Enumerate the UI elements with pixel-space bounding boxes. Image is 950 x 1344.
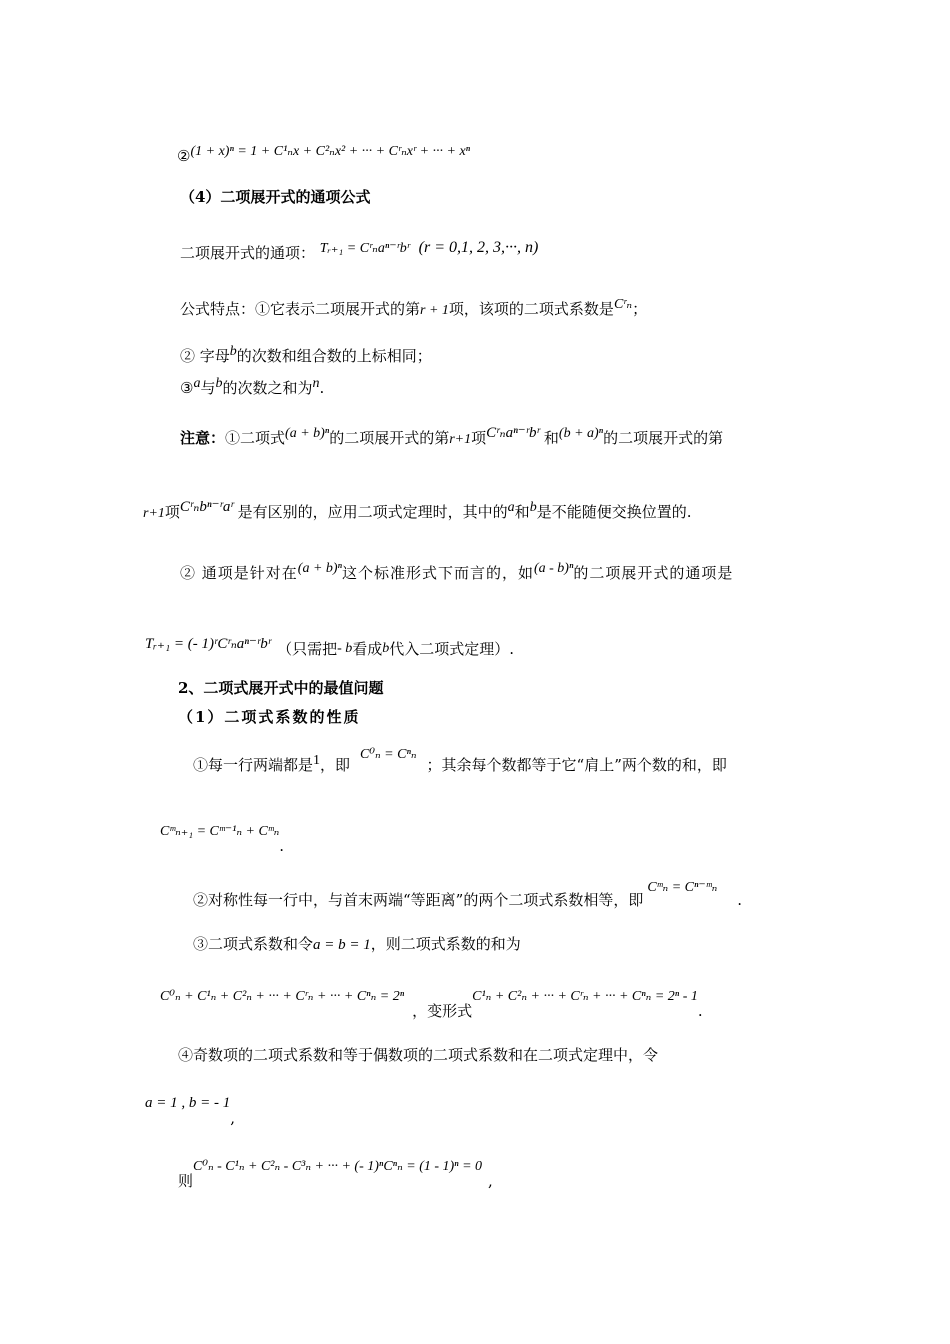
text: 这个标准形式下而言的，如 xyxy=(341,564,534,582)
text: ，则二项式系数的和为 xyxy=(370,935,521,953)
text: 代入二项式定理）. xyxy=(389,640,515,658)
math: a = 1 , b = - 1 xyxy=(145,1095,231,1111)
text: ，即 xyxy=(320,756,351,774)
line-general-term-note xyxy=(180,563,733,585)
math: n xyxy=(312,376,320,391)
math: C⁰ₙ - C¹ₙ + C²ₙ - C³ₙ + ··· + (- 1)ⁿCⁿₙ = (1 - 1)ⁿ = 0 xyxy=(193,1159,483,1174)
line-note xyxy=(180,425,724,450)
text: ② 通项是针对在 xyxy=(180,564,298,582)
text: . xyxy=(279,837,285,855)
text: . xyxy=(697,1002,703,1020)
text: ② 字母 xyxy=(180,347,230,365)
text: 项，该项的二项式系数是 xyxy=(448,300,614,318)
formula: Tᵣ₊₁ = Cʳₙaⁿ⁻ʳbʳ xyxy=(319,241,410,256)
text: 则 xyxy=(178,1172,194,1190)
formula-range: (r = 0,1, 2, 3,···, n) xyxy=(418,239,539,256)
math: a = b = 1 xyxy=(313,937,371,953)
text: , xyxy=(488,1172,493,1190)
line-note-cont xyxy=(143,499,692,524)
math: C⁰ₙ + C¹ₙ + C²ₙ + ··· + Cʳₙ + ··· + Cⁿₙ = 2ⁿ xyxy=(160,989,405,1004)
text: ①每一行两端都是 xyxy=(193,756,314,774)
math: r + 1 xyxy=(420,303,449,318)
text: 的二项展开式的第 xyxy=(329,429,450,447)
math: C¹ₙ + C²ₙ + ··· + Cʳₙ + ··· + Cⁿₙ = 2ⁿ - 1 xyxy=(472,989,698,1004)
text: 与 xyxy=(200,379,216,397)
text: 和 xyxy=(543,429,559,447)
line-formula-features xyxy=(180,299,647,321)
text: 项 xyxy=(471,429,487,447)
text: ③ xyxy=(180,379,194,397)
note-label: 注意： xyxy=(180,429,226,447)
math: (a + b)ⁿ xyxy=(297,561,342,576)
heading-text: （4）二项展开式的通项公式 xyxy=(180,188,371,206)
line-property-1 xyxy=(193,747,727,777)
text: , xyxy=(230,1109,236,1127)
text: 的次数和组合数的上标相同； xyxy=(236,347,432,365)
text: ，变形式 xyxy=(412,1002,473,1020)
math: b xyxy=(229,344,237,359)
line-general-term xyxy=(180,237,539,262)
line-coef-sum xyxy=(160,985,703,1020)
text: ①二项式 xyxy=(225,429,286,447)
line-property-3 xyxy=(193,934,521,955)
text: 项 xyxy=(164,503,180,521)
text: ；其余每个数都等于它“肩上”两个数的和，即 xyxy=(426,756,727,774)
text: 公式特点：①它表示二项展开式的第 xyxy=(180,300,421,318)
formula: (1 + x)ⁿ = 1 + C¹ₙx + C²ₙx² + ··· + Cʳₙxʳ + ··· + xⁿ xyxy=(190,144,471,159)
line-feature-b xyxy=(180,346,432,368)
circle-number: ② xyxy=(177,147,191,165)
text: ； xyxy=(632,300,648,318)
text: . xyxy=(737,891,743,909)
math: b xyxy=(215,376,223,391)
text: ③二项式系数和令 xyxy=(193,935,314,953)
line-let-ab xyxy=(145,1092,236,1127)
math: (b + a)ⁿ xyxy=(558,426,604,441)
text: 的二项展开式的第 xyxy=(603,429,724,447)
math: Tᵣ₊₁ = (- 1)ʳCʳₙaⁿ⁻ʳbʳ xyxy=(145,636,272,652)
math: - b xyxy=(337,641,353,656)
text: 看成 xyxy=(352,640,383,658)
math: a xyxy=(193,376,201,391)
math: Cʳₙbⁿ⁻ʳaʳ xyxy=(179,499,234,515)
text: . xyxy=(319,379,325,397)
math: C⁰ₙ = Cⁿₙ xyxy=(360,747,417,762)
math: b xyxy=(382,641,390,656)
text: 和 xyxy=(514,503,530,521)
text: ②对称性每一行中，与首末两端“等距离”的两个二项式系数相等，即 xyxy=(193,891,644,909)
label: 二项展开式的通项： xyxy=(180,244,316,262)
line-pascal-rule xyxy=(160,820,285,855)
line-general-term-minus xyxy=(145,633,515,658)
line-property-2 xyxy=(193,880,743,912)
heading-text: （1）二项式系数的性质 xyxy=(178,708,361,726)
heading-extreme-value xyxy=(178,678,383,698)
math: Cʳₙaⁿ⁻ʳbʳ xyxy=(486,425,540,441)
text: 的二项展开式的通项是 xyxy=(573,564,734,582)
math: Cʳₙ xyxy=(613,297,633,312)
text: ④奇数项的二项式系数和等于偶数项的二项式系数和在二项式定理中，令 xyxy=(178,1046,659,1064)
text: （只需把 xyxy=(277,640,338,658)
line-alternating-sum xyxy=(178,1155,493,1190)
line-property-4 xyxy=(178,1045,658,1065)
math: (a + b)ⁿ xyxy=(285,426,330,441)
heading-coef-properties xyxy=(178,707,360,727)
math: Cᵐₙ₊₁ = Cᵐ⁻¹ₙ + Cᵐₙ xyxy=(160,824,280,839)
math: a xyxy=(507,500,515,515)
text: 的次数之和为 xyxy=(222,379,313,397)
math: r+1 xyxy=(143,506,165,521)
math: Cᵐₙ = Cⁿ⁻ᵐₙ xyxy=(647,880,718,895)
math: 1 xyxy=(313,753,321,768)
math: b xyxy=(529,500,537,515)
heading-text: 2、二项式展开式中的最值问题 xyxy=(178,679,384,697)
math: r+1 xyxy=(449,432,472,447)
line-feature-sum xyxy=(180,378,324,400)
text: 是不能随便交换位置的. xyxy=(536,503,692,521)
heading-general-term xyxy=(180,187,370,207)
line-expansion-x xyxy=(177,140,471,165)
text: 是有区别的，应用二项式定理时，其中的 xyxy=(237,503,508,521)
math: (a - b)ⁿ xyxy=(533,561,574,576)
